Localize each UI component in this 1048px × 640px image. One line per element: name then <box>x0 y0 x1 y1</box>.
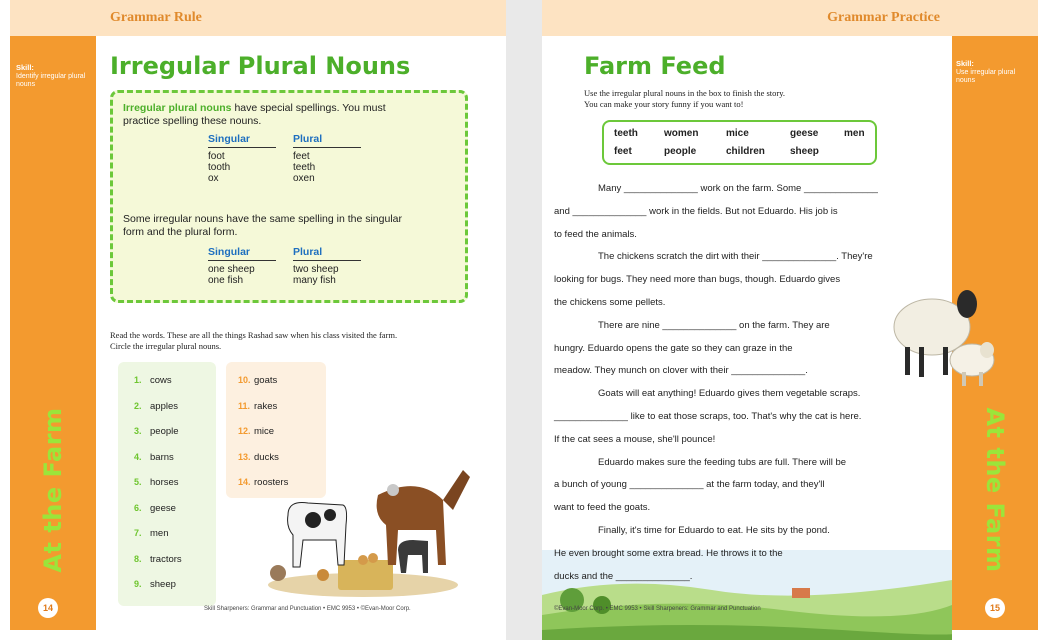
list-item <box>134 528 168 539</box>
list-item-number: 13. <box>238 451 251 462</box>
story-line: looking for bugs. They need more than bugs, though. Eduardo gives <box>554 274 841 286</box>
list-item-word[interactable]: apples <box>150 400 178 412</box>
farm-animals-illustration <box>268 455 478 605</box>
sheep-illustration <box>887 282 1007 392</box>
right-instructions <box>584 88 944 110</box>
story-line: There are nine ______________ on the farm. They are <box>598 319 830 331</box>
table1-plural-cell: feet <box>293 151 310 162</box>
word-box <box>602 120 877 165</box>
list-item <box>134 426 179 437</box>
barn-icon <box>792 588 810 598</box>
page-gutter <box>506 0 542 640</box>
table1-header-plural: Plural <box>293 133 323 145</box>
list-item-number: 1. <box>134 375 142 385</box>
left-page-title: Irregular Plural Nouns <box>110 52 411 80</box>
word-box-word: children <box>726 146 765 157</box>
list-item-number: 11. <box>238 400 251 411</box>
table1-plural-cell: oxen <box>293 173 315 184</box>
table2-header-singular: Singular <box>208 246 251 258</box>
word-box-word: geese <box>790 128 819 139</box>
word-box-word: sheep <box>790 146 819 157</box>
list-item-number: 12. <box>238 426 251 436</box>
story-line: meadow. They munch on clover with their ______________. <box>554 365 808 377</box>
list-item <box>134 477 179 488</box>
story-line: Many ______________ work on the farm. Some ______________ <box>598 183 878 194</box>
list-item-word[interactable]: rakes <box>254 400 278 412</box>
list-item-word[interactable]: barns <box>150 451 174 463</box>
story-line: He even brought some extra bread. He throws it to the <box>554 547 783 559</box>
story-line: a bunch of young ______________ at the farm today, and they'll <box>554 479 825 491</box>
list-item <box>134 375 172 386</box>
list-item-word[interactable]: men <box>150 528 169 539</box>
list-item-number: 9. <box>134 579 142 589</box>
right-vertical-title: At the Farm <box>981 407 1009 573</box>
list-item <box>238 375 277 386</box>
list-item-word[interactable]: geese <box>150 502 176 514</box>
table2-plural-cell: two sheep <box>293 264 339 275</box>
table1-singular-cell: tooth <box>208 162 231 173</box>
rule1-rest: have special spellings. You must <box>231 102 386 114</box>
word-box-word: women <box>664 128 699 139</box>
rule2-line1: Some irregular nouns have the same spelling in the singular <box>123 213 402 225</box>
story-line: hungry. Eduardo opens the gate so they can graze in the <box>554 342 793 354</box>
story-line: ducks and the ______________. <box>554 570 693 582</box>
story-line: Finally, it's time for Eduardo to eat. He sits by the pond. <box>598 525 830 536</box>
table2-singular-cell: one fish <box>208 275 244 286</box>
list-item-number: 6. <box>134 502 142 513</box>
left-skill-label: Skill: <box>16 63 34 72</box>
left-page <box>0 0 506 640</box>
left-instructions-line2: Circle the irregular plural nouns. <box>110 341 222 351</box>
list-item-number: 14. <box>238 477 251 487</box>
story-line: Eduardo makes sure the feeding tubs are full. There will be <box>598 456 847 468</box>
list-item-word[interactable]: ducks <box>254 451 279 463</box>
list-item-word[interactable]: goats <box>254 375 278 386</box>
list-item-number: 8. <box>134 553 142 564</box>
list-item-word[interactable]: roosters <box>254 477 289 488</box>
story-line: ______________ like to eat those scraps, too. That's why the cat is here. <box>554 411 862 422</box>
right-skill-label: Skill: <box>956 59 974 68</box>
word-box-word: feet <box>614 146 632 157</box>
left-instructions-line1: Read the words. These are all the things Rashad saw when his class visited the farm. <box>110 330 398 340</box>
list-item-word[interactable]: cows <box>150 375 172 386</box>
story-line: want to feed the goats. <box>554 502 651 514</box>
list-item-number: 4. <box>134 451 142 462</box>
rule1-bold: Irregular plural nouns <box>123 102 232 114</box>
table1-singular-cell: foot <box>208 151 225 162</box>
story-line: The chickens scratch the dirt with their ______________. They're <box>598 251 873 263</box>
story-line: and ______________ work in the fields. But not Eduardo. His job is <box>554 205 838 217</box>
list-item-number: 5. <box>134 477 142 487</box>
cow-icon <box>288 503 347 568</box>
rabbit-icon <box>270 565 286 581</box>
rule2-line2: form and the plural form. <box>123 226 238 238</box>
list-item-word[interactable]: sheep <box>150 579 176 590</box>
left-skill-text: Identify irregular plural nouns <box>16 73 86 88</box>
right-skill-text: Use irregular plural nouns <box>956 69 1016 84</box>
table2-header-plural: Plural <box>293 246 323 258</box>
hay-bale-icon <box>338 560 393 590</box>
right-instructions-line1: Use the irregular plural nouns in the box to finish the story. <box>584 88 786 98</box>
chicken-icon <box>387 484 399 496</box>
left-footer: Skill Sharpeners: Grammar and Punctuation • EMC 9953 • ©Evan-Moor Corp. <box>204 606 411 612</box>
table2-plural-cell: many fish <box>293 275 336 286</box>
list-item <box>134 554 182 565</box>
list-item-word[interactable]: mice <box>254 426 275 437</box>
table1-plural-cell: teeth <box>293 162 316 173</box>
right-header-title: Grammar Practice <box>827 10 940 25</box>
landscape-illustration <box>542 547 952 640</box>
left-skill <box>16 64 92 89</box>
left-header-band <box>96 0 506 36</box>
table1-singular-cell: ox <box>208 173 219 184</box>
right-footer: ©Evan-Moor Corp. • EMC 9953 • Skill Sharpeners: Grammar and Punctuation <box>554 606 761 612</box>
list-item-word[interactable]: tractors <box>150 553 182 565</box>
left-header-title: Grammar Rule <box>110 10 202 25</box>
list-item-number: 7. <box>134 528 142 538</box>
list-item-number: 3. <box>134 426 142 436</box>
word-box-word: men <box>844 128 865 139</box>
list-item <box>134 401 178 412</box>
word-box-word: people <box>664 146 697 157</box>
right-instructions-line2: You can make your story funny if you want to! <box>584 99 744 109</box>
left-instructions <box>110 330 500 352</box>
left-page-number: 14 <box>38 598 58 618</box>
right-page <box>542 0 1048 640</box>
table1-header-singular: Singular <box>208 133 251 145</box>
list-item-word[interactable]: horses <box>150 477 179 488</box>
list-item-number: 10. <box>238 375 251 385</box>
list-item <box>238 426 274 437</box>
table2-singular-cell: one sheep <box>208 264 255 275</box>
left-vertical-title: At the Farm <box>39 407 67 573</box>
right-skill <box>956 60 1032 85</box>
story-line: Goats will eat anything! Eduardo gives them vegetable scraps. <box>598 388 861 400</box>
rule1-line1 <box>123 102 386 115</box>
table-same-spelling <box>208 246 378 296</box>
word-box-word: teeth <box>614 128 638 139</box>
list-item-number: 2. <box>134 400 142 411</box>
table-irregular <box>208 133 368 193</box>
rule-box <box>110 90 468 303</box>
right-page-number: 15 <box>985 598 1005 618</box>
right-header-band <box>542 0 952 36</box>
right-page-title: Farm Feed <box>584 52 726 80</box>
list-item-word[interactable]: people <box>150 426 179 437</box>
goat-icon <box>398 540 428 573</box>
rule1-line2: practice spelling these nouns. <box>123 115 262 127</box>
list-item <box>134 452 174 463</box>
list-item <box>134 503 176 514</box>
list-item <box>238 401 277 412</box>
list-item <box>134 579 176 590</box>
story-line: the chickens some pellets. <box>554 297 666 308</box>
word-box-word: mice <box>726 128 749 139</box>
story-line: If the cat sees a mouse, she'll pounce! <box>554 433 716 445</box>
story-line: to feed the animals. <box>554 228 637 240</box>
